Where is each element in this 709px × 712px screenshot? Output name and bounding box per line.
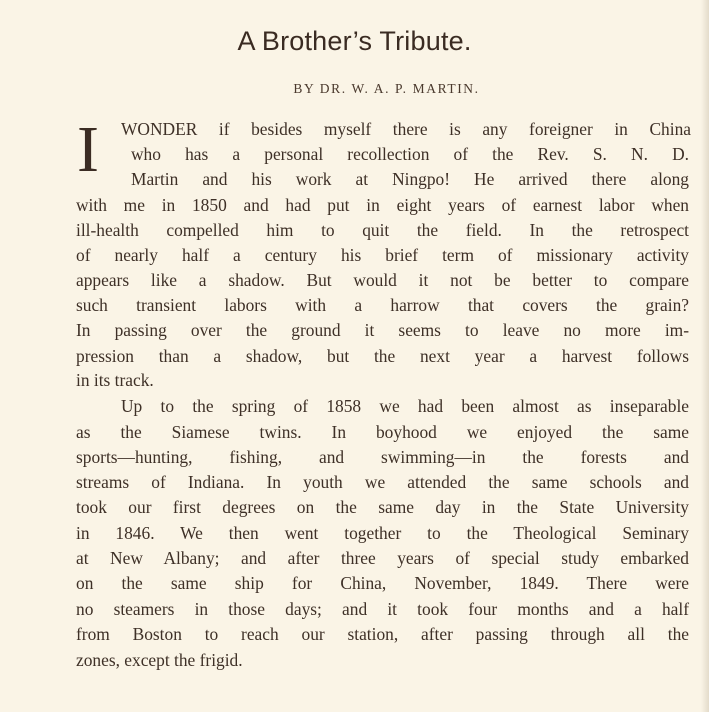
- paragraph-2-line-10: from Boston to reach our station, after passing through all the: [76, 624, 689, 644]
- article-title: A Brother’s Tribute.: [237, 26, 472, 56]
- paragraph-2-line-1: Up to the spring of 1858 we had been almost as inseparable: [121, 396, 689, 416]
- page-edge-shadow: [701, 0, 709, 712]
- paragraph-1-line-3: Martin and his work at Ningpo! He arrived there along: [131, 169, 689, 189]
- paragraph-2-line-9: no steamers in those days; and it took four months and a half: [76, 599, 689, 619]
- paragraph-2-line-7: at New Albany; and after three years of special study embarked: [76, 548, 689, 568]
- paragraph-2-line-3: sports—hunting, fishing, and swimming—in the forests and: [76, 447, 689, 467]
- paragraph-1-line-5: ill-health compelled him to quit the field. In the retrospect: [76, 220, 689, 240]
- paragraph-2-line-8: on the same ship for China, November, 1849. There were: [76, 573, 689, 593]
- paragraph-1-line-7: appears like a shadow. But would it not be better to compare: [76, 270, 689, 290]
- paragraph-2-line-11: zones, except the frigid.: [76, 650, 243, 670]
- paragraph-2-line-5: took our first degrees on the same day in the State University: [76, 497, 689, 517]
- drop-cap: I: [77, 113, 99, 186]
- paragraph-2-line-2: as the Siamese twins. In boyhood we enjoyed the same: [76, 422, 689, 442]
- paragraph-1-line-1: WONDER if besides myself there is any foreigner in China: [121, 119, 691, 139]
- paragraph-1-line-10: pression than a shadow, but the next year a harvest follows: [76, 346, 689, 366]
- paragraph-1-line-6: of nearly half a century his brief term of missionary activity: [76, 245, 689, 265]
- paragraph-1-line-2: who has a personal recollection of the Rev. S. N. D.: [131, 144, 689, 164]
- paragraph-2-line-6: in 1846. We then went together to the Theological Seminary: [76, 523, 689, 543]
- paragraph-1-line-11: in its track.: [76, 370, 154, 390]
- paragraph-2-line-4: streams of Indiana. In youth we attended the same schools and: [76, 472, 689, 492]
- author-byline: BY DR. W. A. P. MARTIN.: [293, 81, 480, 96]
- paragraph-1-line-9: In passing over the ground it seems to leave no more im-: [76, 320, 689, 340]
- paragraph-1-line-8: such transient labors with a harrow that covers the grain?: [76, 295, 689, 315]
- paragraph-1-line-4: with me in 1850 and had put in eight years of earnest labor when: [76, 195, 689, 215]
